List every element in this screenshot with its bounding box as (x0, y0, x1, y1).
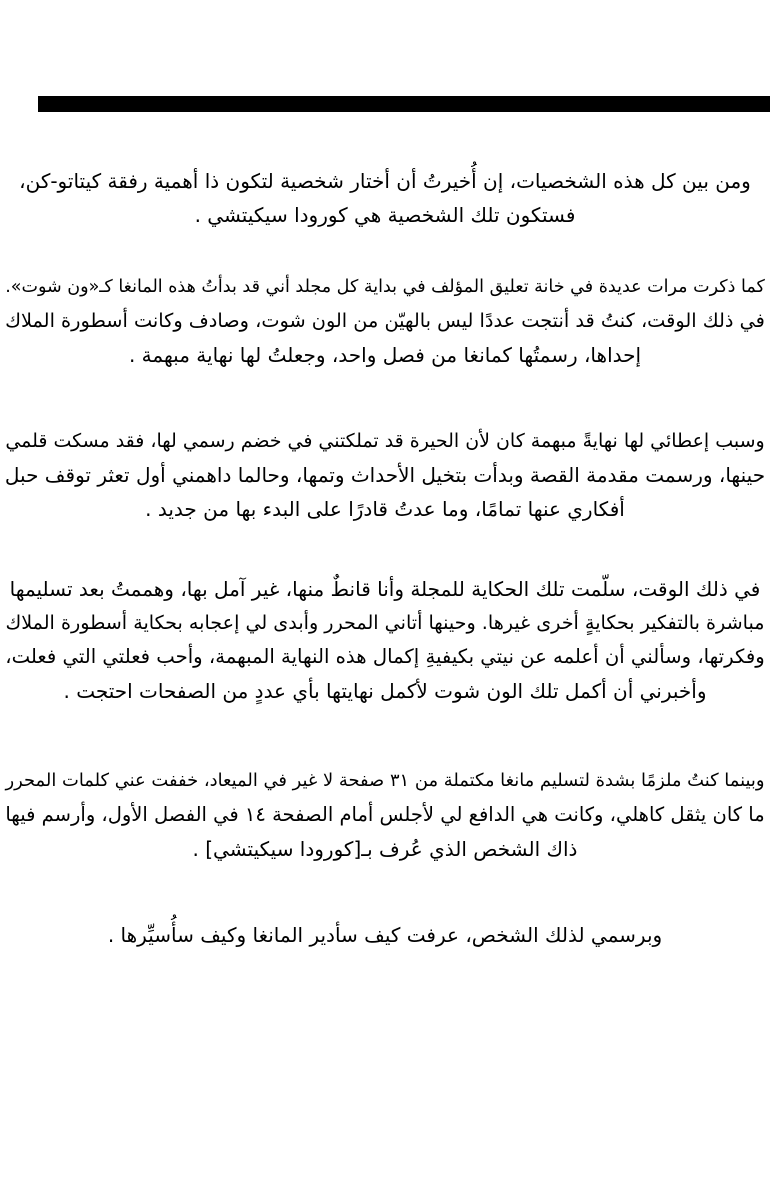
paragraph-1 (0, 164, 770, 232)
paragraph-line: وبرسمي لذلك الشخص، عرفت كيف سأدير المانغا وكيف سأُسيِّرها . (107, 923, 663, 947)
paragraph-line: ومن بين كل هذه الشخصيات، إن أُخيرتُ أن أختار شخصية لتكون ذا أهمية رفقة كيتاتو-كن، (19, 169, 751, 193)
paragraph-5 (0, 764, 770, 866)
paragraph-line: فستكون تلك الشخصية هي كورودا سيكيتشي . (194, 203, 576, 227)
paragraph-line: ذاك الشخص الذي عُرف بـ[كورودا سيكيتشي] . (192, 837, 578, 861)
top-black-bar (38, 96, 770, 112)
paragraph-line: مباشرة بالتفكير بحكايةٍ أخرى غيرها. وحينها أتاني المحرر وأبدى لي إعجابه بحكاية أسطورة الملاك (5, 611, 765, 634)
paragraph-line: في ذلك الوقت، سلّمت تلك الحكاية للمجلة وأنا قانطٌ منها، غير آمل بها، وهممتُ بعد تسليمها (9, 577, 761, 601)
paragraph-4 (0, 572, 770, 708)
paragraph-3 (0, 424, 770, 526)
paragraph-line: وفكرتها، وسألني أن أعلمه عن نيتي بكيفيةِ إكمال هذه النهاية المبهمة، وأحب فعلتي التي فعلت، (5, 645, 765, 668)
paragraph-2 (0, 270, 770, 372)
page-body (0, 150, 770, 952)
paragraph-line: في ذلك الوقت، كنتُ قد أنتجت عددًا ليس بالهيّن من الون شوت، وصادف وكانت أسطورة الملاك (5, 309, 765, 332)
paragraph-line: ما كان يثقل كاهلي، وكانت هي الدافع لي لأجلس أمام الصفحة ١٤ في الفصل الأول، وأرسم فيها (5, 803, 765, 826)
paragraph-line: حينها، ورسمت مقدمة القصة وبدأت بتخيل الأحداث وتمها، وحالما داهمني أول تعثر توقف حبل (4, 463, 766, 487)
paragraph-line: وسبب إعطائي لها نهايةً مبهمة كان لأن الحيرة قد تملكتني في خضم رسمي لها، فقد مسكت قلمي (5, 430, 765, 452)
paragraph-line: وبينما كنتُ ملزمًا بشدة لتسليم مانغا مكتملة من ٣١ صفحة لا غير في الميعاد، خففت عني كلمات المحرر (5, 770, 765, 791)
paragraph-6 (0, 918, 770, 952)
paragraph-line: أفكاري عنها تمامًا، وما عدتُ قادرًا على البدء بها من جديد . (145, 497, 625, 521)
paragraph-line: إحداها، رسمتُها كمانغا من فصل واحد، وجعلتُ لها نهاية مبهمة . (128, 343, 642, 367)
paragraph-line: كما ذكرت مرات عديدة في خانة تعليق المؤلف في بداية كل مجلد أني قد بدأتُ هذه المانغا كـ«ون شوت». (5, 277, 765, 297)
paragraph-line: وأخبرني أن أكمل تلك الون شوت لأكمل نهايتها بأي عددٍ من الصفحات احتجت . (63, 679, 707, 703)
